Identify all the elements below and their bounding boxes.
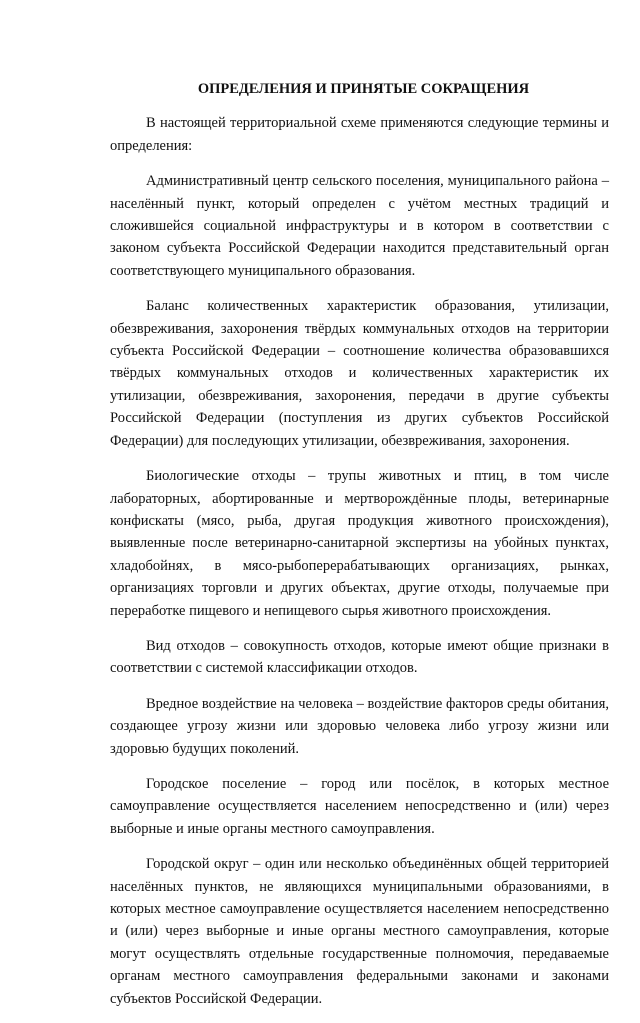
paragraph-definition: Биологические отходы – трупы животных и птиц, в том числе лабораторных, абортированные и мертворождённые плоды, ветеринарные конфискаты (мясо, рыба, другая продукция животного происхождения), выявленные после ветеринарно-санитарной экспертизы на убойных пунктах, хладобойнях, в мясо-рыбоперерабатывающих организациях, рынках, организациях торговли и других объектах, другие отходы, получаемые при переработке пищевого и непищевого сырья животного происхождения. (110, 468, 609, 619)
document-page (110, 78, 609, 1023)
paragraph-definition: Вредное воздействие на человека – воздействие факторов среды обитания, создающее угрозу жизни или здоровью человека либо угрозу жизни или здоровью будущих поколений. (110, 695, 609, 757)
page-title: ОПРЕДЕЛЕНИЯ И ПРИНЯТЫЕ СОКРАЩЕНИЯ (197, 81, 530, 97)
paragraph-definition: Административный центр сельского поселения, муниципального района – населённый пункт, который определен с учётом местных традиций и сложившейся социальной инфраструктуры и в котором в соответствии с законом субъекта Российской Федерации находится представительный орган соответствующего муниципального образования. (110, 173, 609, 279)
paragraph-definition: Городское поселение – город или посёлок, в которых местное самоуправление осуществляется населением непосредственно и (или) через выборные и иные органы местного самоуправления. (110, 775, 609, 837)
paragraph-definition: Баланс количественных характеристик образования, утилизации, обезвреживания, захоронения твёрдых коммунальных отходов на территории субъекта Российской Федерации – соотношение количества образовавшихся твёрдых коммунальных отходов и количественных характеристик их утилизации, обезвреживания, захоронения, передачи в другие субъекты Российской Федерации (поступления из других субъектов Российской Федерации) для последующих утилизации, обезвреживания, захоронения. (110, 298, 609, 449)
paragraph-definition: Городской округ – один или несколько объединённых общей территорией населённых пунктов, не являющихся муниципальными образованиями, в которых местное самоуправление осуществляется населением непосредственно и (или) через выборные и иные органы местного самоуправления, которые могут осуществлять отдельные государственные полномочия, передаваемые органам местного самоуправления федеральными законами и законами субъектов Российской Федерации. (110, 856, 609, 1007)
paragraph-intro: В настоящей территориальной схеме применяются следующие термины и определения: (110, 115, 609, 154)
paragraph-definition: Вид отходов – совокупность отходов, которые имеют общие признаки в соответствии с системой классификации отходов. (110, 637, 609, 677)
